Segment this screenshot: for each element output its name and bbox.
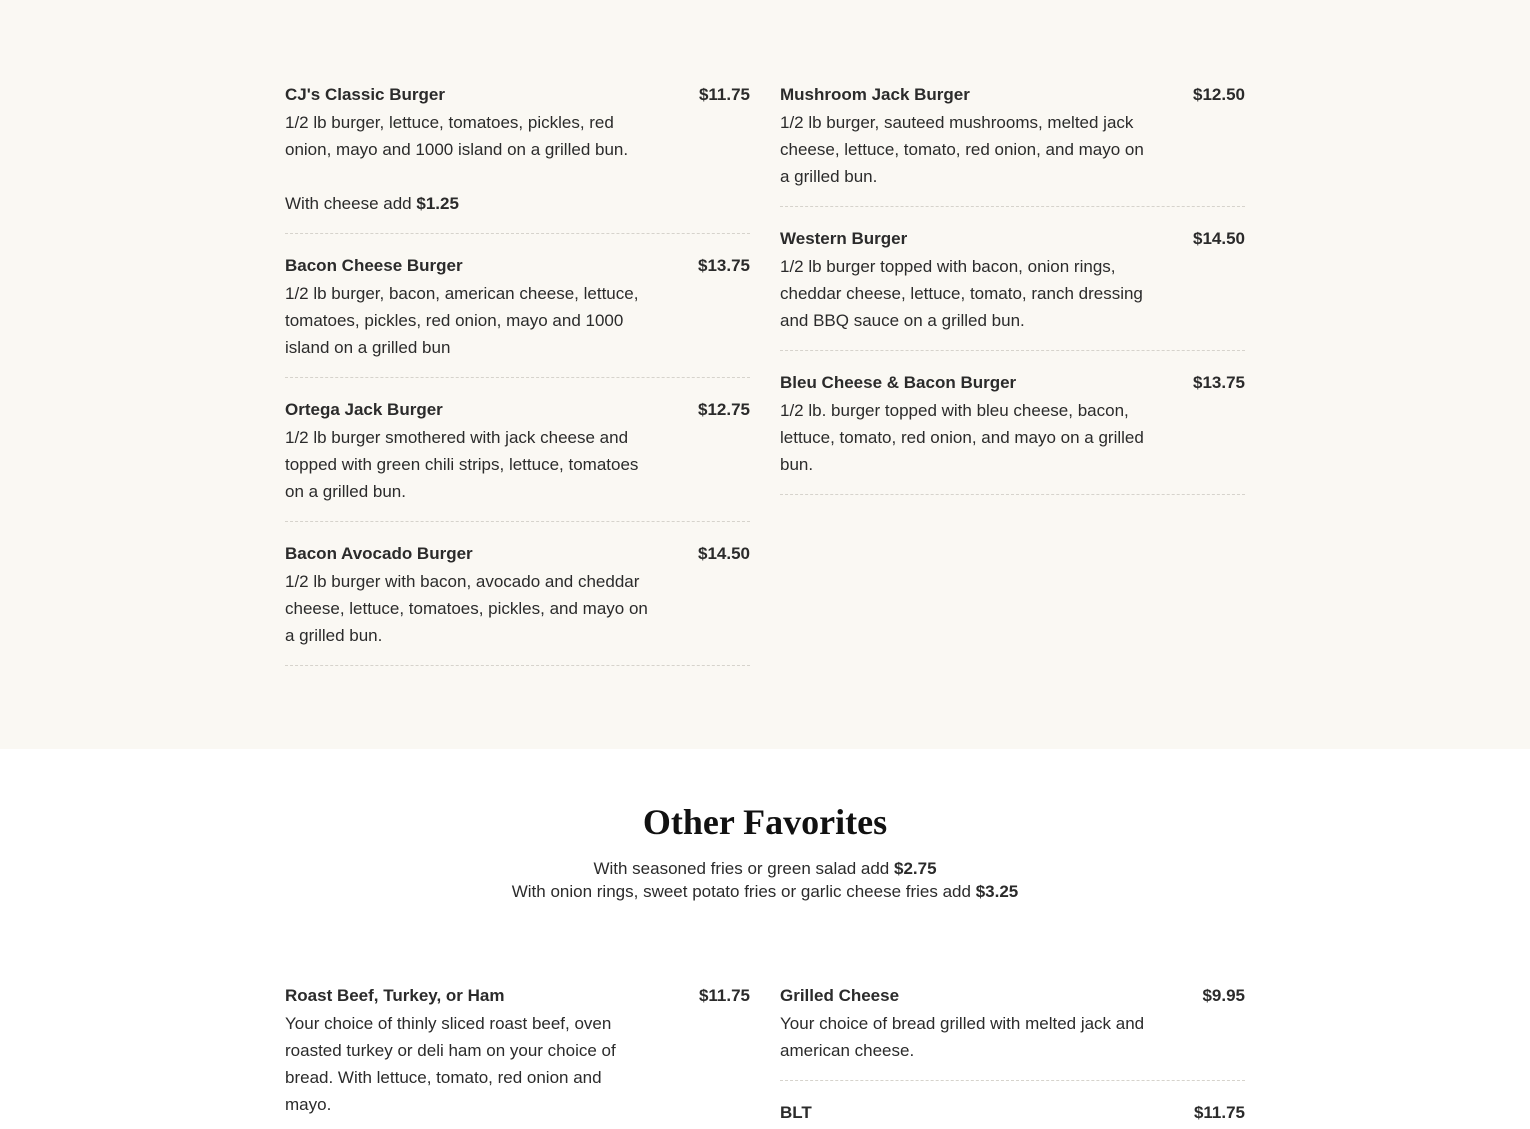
item-description: 1/2 lb burger, sauteed mushrooms, melted jack cheese, lettuce, tomato, red onion, and mayo on a grilled bun. xyxy=(780,113,1144,186)
other-left-column xyxy=(285,984,750,1129)
item-price: $9.95 xyxy=(1202,986,1245,1005)
menu-item xyxy=(780,1101,1245,1129)
menu-item xyxy=(780,83,1245,207)
side-option-2 xyxy=(0,880,1530,903)
item-description: Your choice of bread grilled with melted jack and american cheese. xyxy=(780,1014,1145,1060)
item-description: 1/2 lb burger, lettuce, tomatoes, pickles, red onion, mayo and 1000 island on a grilled bun. xyxy=(285,113,629,159)
side-option-text: With onion rings, sweet potato fries or garlic cheese fries add xyxy=(511,882,971,901)
item-extra xyxy=(285,190,750,217)
menu-item xyxy=(285,254,750,378)
item-price: $12.50 xyxy=(1193,85,1245,104)
item-price: $14.50 xyxy=(698,544,750,563)
section-subtitle xyxy=(0,857,1530,903)
item-price: $11.75 xyxy=(698,986,750,1005)
menu-item xyxy=(780,984,1245,1081)
item-name: Bleu Cheese & Bacon Burger xyxy=(780,373,1017,392)
burgers-left-column xyxy=(285,83,750,686)
item-price: $11.75 xyxy=(698,85,750,104)
item-name: Western Burger xyxy=(780,229,908,248)
menu-item xyxy=(285,984,750,1129)
item-description: 1/2 lb burger smothered with jack cheese and topped with green chili strips, lettuce, tomatoes on a grilled bun. xyxy=(285,428,639,501)
menu-item xyxy=(285,398,750,522)
side-option-price: $2.75 xyxy=(893,859,937,878)
other-favorites-section xyxy=(0,749,1530,1129)
item-name: BLT xyxy=(780,1103,812,1122)
item-price: $14.50 xyxy=(1193,229,1245,248)
burgers-right-column xyxy=(780,83,1245,686)
item-price: $13.75 xyxy=(698,256,750,275)
extra-price: $1.25 xyxy=(416,194,459,213)
item-price: $13.75 xyxy=(1193,373,1245,392)
side-option-1 xyxy=(0,857,1530,880)
side-option-text: With seasoned fries or green salad add xyxy=(593,859,890,878)
other-columns xyxy=(285,984,1245,1129)
burgers-columns xyxy=(285,83,1245,686)
menu-item xyxy=(780,371,1245,495)
item-description: Your choice of thinly sliced roast beef, oven roasted turkey or deli ham on your choice of bread. With lettuce, tomato, red onion and mayo. xyxy=(285,1014,616,1114)
item-name: CJ's Classic Burger xyxy=(285,85,445,104)
item-name: Mushroom Jack Burger xyxy=(780,85,970,104)
menu-item xyxy=(285,83,750,234)
other-right-column xyxy=(780,984,1245,1129)
menu-item xyxy=(285,542,750,666)
item-price: $12.75 xyxy=(698,400,750,419)
item-name: Roast Beef, Turkey, or Ham xyxy=(285,986,505,1005)
item-description: 1/2 lb burger topped with bacon, onion rings, cheddar cheese, lettuce, tomato, ranch dressing and BBQ sauce on a grilled bun. xyxy=(780,257,1143,330)
item-description: 1/2 lb burger with bacon, avocado and cheddar cheese, lettuce, tomatoes, pickles, and mayo on a grilled bun. xyxy=(285,572,648,645)
item-name: Bacon Cheese Burger xyxy=(285,256,463,275)
item-description: 1/2 lb. burger topped with bleu cheese, bacon, lettuce, tomato, red onion, and mayo on a grilled bun. xyxy=(780,401,1144,474)
item-name: Bacon Avocado Burger xyxy=(285,544,473,563)
item-description: 1/2 lb burger, bacon, american cheese, lettuce, tomatoes, pickles, red onion, mayo and 1000 island on a grilled bun xyxy=(285,284,639,357)
item-name: Grilled Cheese xyxy=(780,986,900,1005)
section-title: Other Favorites xyxy=(642,802,888,842)
item-price: $11.75 xyxy=(1193,1103,1245,1122)
item-name: Ortega Jack Burger xyxy=(285,400,443,419)
extra-text: With cheese add xyxy=(285,194,412,213)
menu-item xyxy=(780,227,1245,351)
side-option-price: $3.25 xyxy=(975,882,1019,901)
